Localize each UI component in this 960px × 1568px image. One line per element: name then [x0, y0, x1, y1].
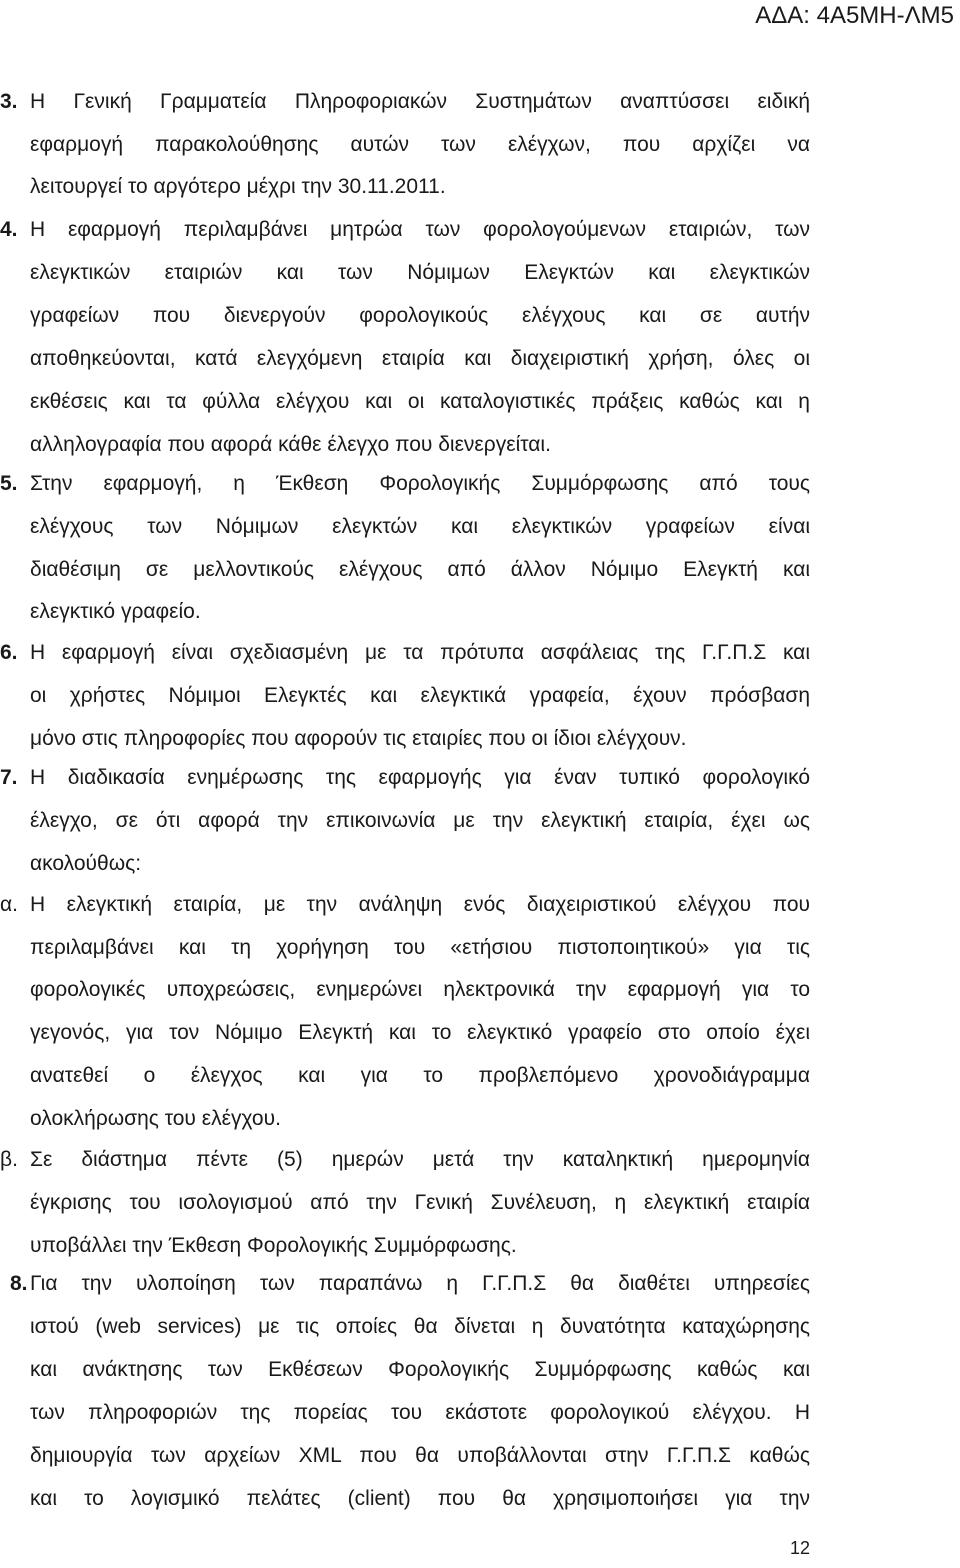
paragraph-line: αλληλογραφία που αφορά κάθε έλεγχο που διενεργείται. — [30, 433, 551, 456]
paragraph-line: οι χρήστες Νόμιμοι Ελεγκτές και ελεγκτικά γραφεία, έχουν πρόσβαση — [30, 684, 810, 707]
item-marker: 7. — [0, 766, 18, 789]
paragraph-line: Η εφαρμογή είναι σχεδιασμένη με τα πρότυπα ασφάλειας της Γ.Γ.Π.Σ και — [30, 641, 810, 664]
item-marker: 6. — [0, 641, 18, 664]
item-marker: 8. — [10, 1272, 28, 1295]
paragraph-line: φορολογικές υποχρεώσεις, ενημερώνει ηλεκτρονικά την εφαρμογή για το — [30, 978, 810, 1001]
paragraph-line: ανατεθεί ο έλεγχος και για το προβλεπόμενο χρονοδιάγραμμα — [30, 1064, 810, 1087]
paragraph-line: ελέγχους των Νόμιμων ελεγκτών και ελεγκτικών γραφείων είναι — [30, 515, 810, 538]
item-marker: 3. — [0, 90, 18, 113]
paragraph-line: έγκρισης του ισολογισμού από την Γενική Συνέλευση, η ελεγκτική εταιρία — [30, 1191, 810, 1214]
paragraph-line: λειτουργεί το αργότερο μέχρι την 30.11.2011. — [30, 175, 446, 198]
paragraph-line: εφαρμογή παρακολούθησης αυτών των ελέγχων, που αρχίζει να — [30, 133, 810, 156]
paragraph-line: ελεγκτικών εταιριών και των Νόμιμων Ελεγκτών και ελεγκτικών — [30, 261, 810, 284]
paragraph-line: περιλαμβάνει και τη χορήγηση του «ετήσιου πιστοποιητικού» για τις — [30, 936, 810, 959]
item-marker: α. — [0, 893, 18, 916]
paragraph-line: μόνο στις πληροφορίες που αφορούν τις εταιρίες που οι ίδιοι ελέγχουν. — [30, 727, 687, 750]
paragraph-line: Η Γενική Γραμματεία Πληροφοριακών Συστημάτων αναπτύσσει ειδική — [30, 90, 810, 113]
paragraph-line: των πληροφοριών της πορείας του εκάστοτε φορολογικού ελέγχου. Η — [30, 1401, 810, 1424]
item-marker: β. — [0, 1148, 18, 1171]
paragraph-line: Για την υλοποίηση των παραπάνω η Γ.Γ.Π.Σ θα διαθέτει υπηρεσίες — [30, 1272, 810, 1295]
paragraph-line: ελεγκτικό γραφείο. — [30, 600, 201, 623]
paragraph-line: γεγονός, για τον Νόμιμο Ελεγκτή και το ελεγκτικό γραφείο στο οποίο έχει — [30, 1021, 810, 1044]
paragraph-line: και ανάκτησης των Εκθέσεων Φορολογικής Συμμόρφωσης καθώς και — [30, 1358, 810, 1381]
paragraph-line: έλεγχο, σε ότι αφορά την επικοινωνία με την ελεγκτική εταιρία, έχει ως — [30, 809, 810, 832]
ada-code: ΑΔΑ: 4Α5ΜΗ-ΛΜ5 — [755, 2, 954, 29]
paragraph-line: ιστού (web services) με τις οποίες θα δίνεται η δυνατότητα καταχώρησης — [30, 1315, 810, 1338]
paragraph-line: υποβάλλει την Έκθεση Φορολογικής Συμμόρφωσης. — [30, 1234, 517, 1257]
paragraph-line: δημιουργία των αρχείων XML που θα υποβάλλονται στην Γ.Γ.Π.Σ καθώς — [30, 1444, 810, 1467]
paragraph-line: Σε διάστημα πέντε (5) ημερών μετά την καταληκτική ημερομηνία — [30, 1148, 810, 1171]
paragraph-line: και το λογισμικό πελάτες (client) που θα χρησιμοποιήσει για την — [30, 1487, 810, 1510]
paragraph-line: ακολούθως: — [30, 852, 142, 875]
paragraph-line: Στην εφαρμογή, η Έκθεση Φορολογικής Συμμόρφωσης από τους — [30, 472, 810, 495]
page-number: 12 — [789, 1538, 810, 1558]
paragraph-line: Η διαδικασία ενημέρωσης της εφαρμογής για έναν τυπικό φορολογικό — [30, 766, 810, 789]
paragraph-line: διαθέσιμη σε μελλοντικούς ελέγχους από άλλον Νόμιμο Ελεγκτή και — [30, 558, 810, 581]
item-marker: 4. — [0, 218, 18, 241]
paragraph-line: εκθέσεις και τα φύλλα ελέγχου και οι καταλογιστικές πράξεις καθώς και η — [30, 390, 810, 413]
paragraph-line: Η ελεγκτική εταιρία, με την ανάληψη ενός διαχειριστικού ελέγχου που — [30, 893, 810, 916]
paragraph-line: ολοκλήρωσης του ελέγχου. — [30, 1107, 281, 1130]
paragraph-line: γραφείων που διενεργούν φορολογικούς ελέγχους και σε αυτήν — [30, 304, 810, 327]
paragraph-line: Η εφαρμογή περιλαμβάνει μητρώα των φορολογούμενων εταιριών, των — [30, 218, 810, 241]
paragraph-line: αποθηκεύονται, κατά ελεγχόμενη εταιρία και διαχειριστική χρήση, όλες οι — [30, 347, 810, 370]
item-marker: 5. — [0, 472, 18, 495]
